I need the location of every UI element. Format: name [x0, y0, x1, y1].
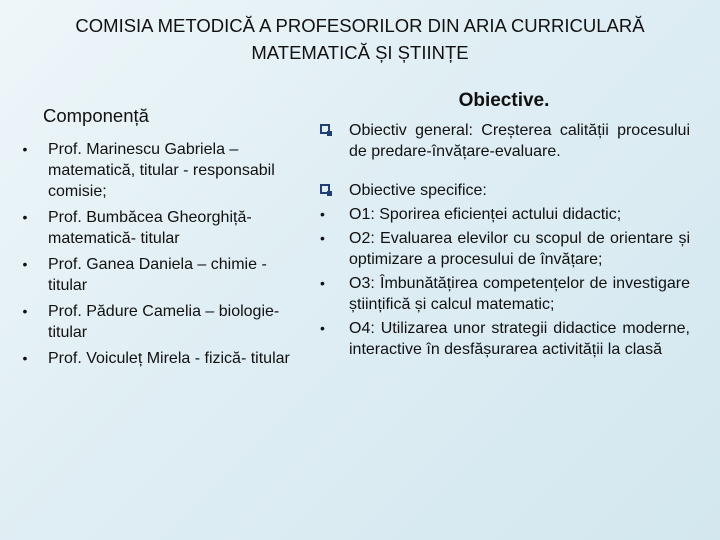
objective-text: O4: Utilizarea unor strategii didactice moderne, interactive în desfășurarea activității la clasă [349, 320, 690, 358]
list-item [318, 273, 690, 315]
bullet-icon: • [320, 320, 325, 336]
objective-text: O1: Sporirea eficienței actului didactic; [349, 206, 622, 223]
bullet-icon: • [22, 256, 28, 272]
title-line-1: COMISIA METODICĂ A PROFESORILOR DIN ARIA CURRICULARĂ [75, 15, 645, 36]
general-objective: Obiectiv general: Creșterea calității procesului de predare-învățare-evaluare. [349, 122, 690, 160]
member-text: Prof. Pădure Camelia – biologie- titular [48, 303, 280, 341]
list-item [318, 228, 690, 270]
objective-text: O3: Îmbunătățirea competențelor de investigare științifică și calcul matematic; [349, 275, 690, 313]
objective-text: O2: Evaluarea elevilor cu scopul de orientare și optimizare a procesului de învățare; [349, 230, 690, 268]
bullet-icon: • [320, 206, 325, 222]
checkbox-bullet-icon [320, 184, 330, 194]
member-text: Prof. Voiculeț Mirela - fizică- titular [48, 350, 290, 367]
list-item [318, 204, 690, 225]
objectives-column [318, 90, 690, 363]
list-item [318, 120, 690, 162]
member-text: Prof. Marinescu Gabriela – matematică, titular - responsabil comisie; [48, 141, 275, 200]
bullet-icon: • [22, 209, 28, 225]
slide-title [20, 12, 700, 66]
list-item [18, 254, 308, 296]
list-item [18, 301, 308, 343]
title-line-2: MATEMATICĂ ȘI ȘTIINȚE [251, 42, 469, 63]
member-text: Prof. Bumbăcea Gheorghiță- matematică- titular [48, 209, 252, 247]
bullet-icon: • [320, 275, 325, 291]
specific-objectives-heading: Obiective specifice: [349, 182, 487, 199]
bullet-icon: • [22, 141, 28, 157]
bullet-icon: • [320, 230, 325, 246]
list-item [318, 318, 690, 360]
objectives-list [318, 120, 690, 360]
list-item [318, 180, 690, 201]
objectives-heading: Obiective. [458, 90, 550, 111]
list-item [18, 207, 308, 249]
member-text: Prof. Ganea Daniela – chimie - titular [48, 256, 267, 294]
bullet-icon: • [22, 303, 28, 319]
bullet-icon: • [22, 350, 28, 366]
members-heading: Componență [43, 105, 149, 126]
checkbox-bullet-icon [320, 124, 330, 134]
list-item [18, 139, 308, 202]
list-item [18, 348, 308, 369]
members-column [18, 105, 308, 374]
members-list [18, 139, 308, 369]
